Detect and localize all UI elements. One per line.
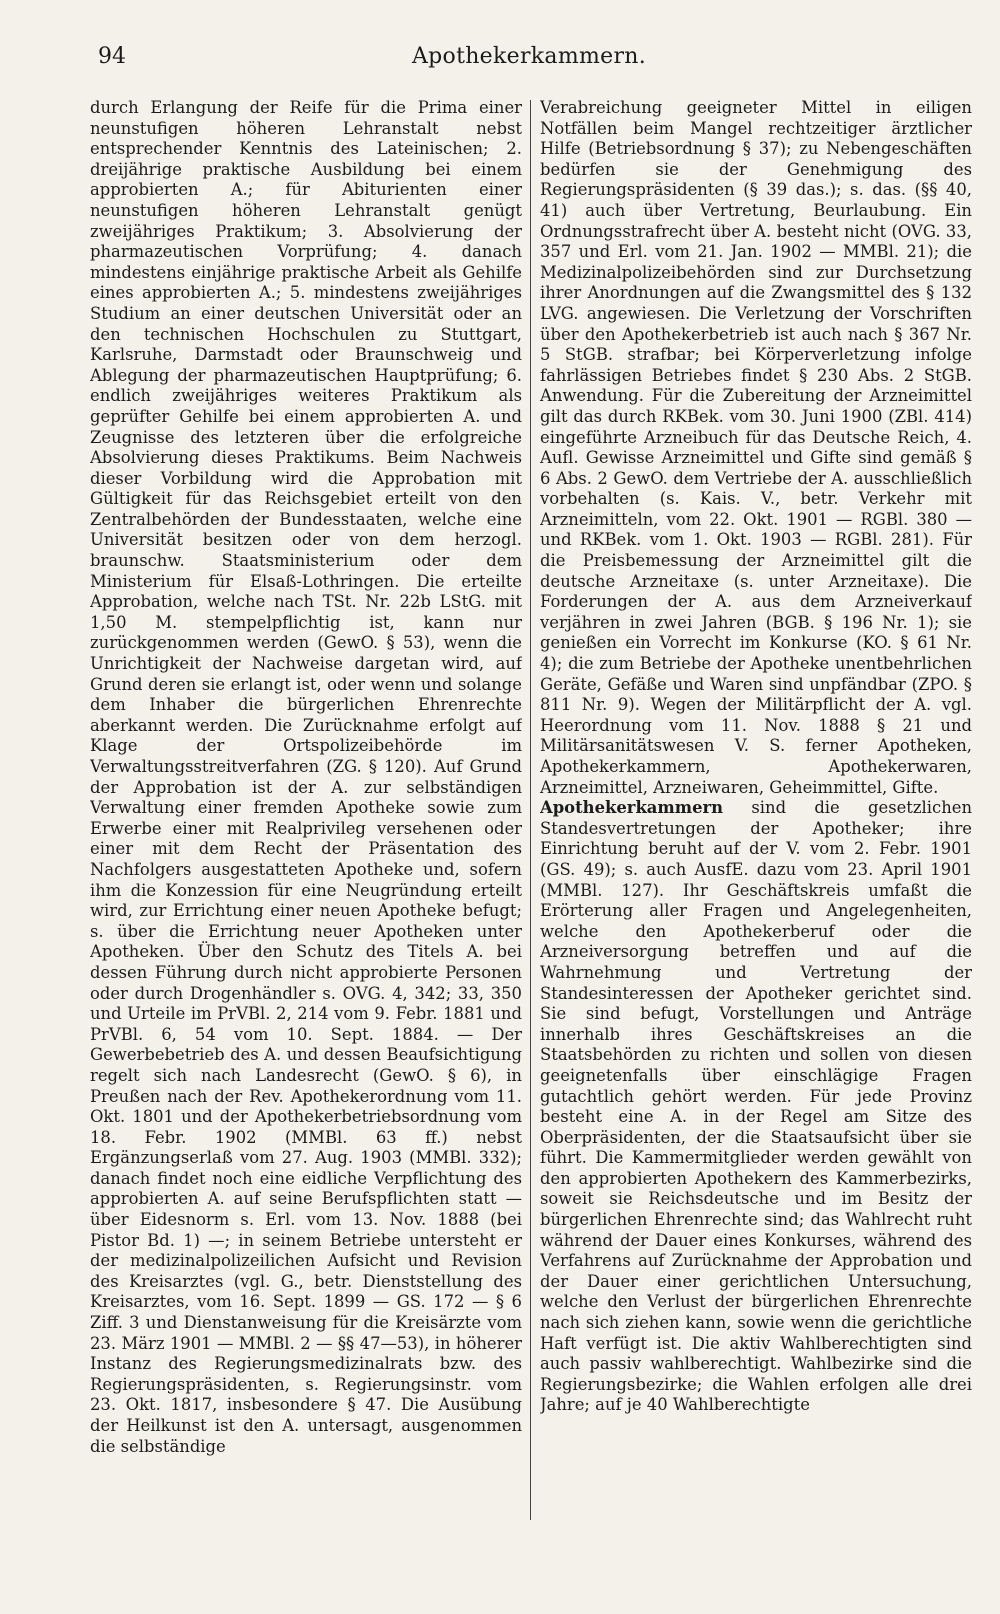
- right-column-text: Verabreichung geeigneter Mittel in eiligen Notfällen beim Mangel rechtzeitiger ärztlicher Hilfe (Betriebsordnung § 37); zu Nebengeschäften bedürfen sie der Genehmigung des Regierungspräsidenten (§ 39 das.); s. das. (§§ 40, 41) auch über Vertretung, Beurlaubung. Ein Ordnungsstrafrecht über A. besteht nicht (OVG. 33, 357 und Erl. vom 21. Jan. 1902 — MMBl. 21); die Medizinalpolizeibehörden sind zur Durchsetzung ihrer Anordnungen auf die Zwangsmittel des § 132 LVG. angewiesen. Die Verletzung der Vorschriften über den Apothekerbetrieb ist auch nach § 367 Nr. 5 StGB. strafbar; bei Körperverletzung infolge fahrlässigen Betriebes findet § 230 Abs. 2 StGB. Anwendung. Für die Zubereitung der Arzneimittel gilt das durch RKBek. vom 30. Juni 1900 (ZBl. 414) eingeführte Arzneibuch für das Deutsche Reich, 4. Aufl. Gewisse Arzneimittel und Gifte sind gemäß § 6 Abs. 2 GewO. dem Vertriebe der A. ausschließlich vorbehalten (s. Kais. V., betr. Verkehr mit Arzneimitteln, vom 22. Okt. 1901 — RGBl. 380 — und RKBek. vom 1. Okt. 1903 — RGBl. 281). Für die Preisbemessung der Arzneimittel gilt die deutsche Arzneitaxe (s. unter Arzneitaxe). Die Forderungen der A. aus dem Arzneiverkauf verjähren in zwei Jahren (BGB. § 196 Nr. 1); sie genießen ein Vorrecht im Konkurse (KO. § 61 Nr. 4); die zum Betriebe der Apotheke unentbehrlichen Geräte, Gefäße und Waren sind unpfändbar (ZPO. § 811 Nr. 9). Wegen der Militärpflicht der A. vgl. Heerordnung vom 11. Nov. 1888 § 21 und Militärsanitätswesen V. S. ferner Apotheken, Apothekerkammern, Apothekerwaren, Arzneimittel, Arzneiwaren, Geheimmittel, Gifte.: [540, 98, 972, 797]
- entry-text: sind die gesetzlichen Standesvertretungen der Apotheker; ihre Einrichtung beruht auf der V. vom 2. Febr. 1901 (GS. 49); s. auch AusfE. dazu vom 23. April 1901 (MMBl. 127). Ihr Geschäftskreis umfaßt die Erörterung aller Fragen und Angelegenheiten, welche den Apothekerberuf oder die Arzneiversorgung betreffen und auf die Wahrnehmung und Vertretung der Standesinteressen der Apotheker gerichtet sind. Sie sind befugt, Vorstellungen und Anträge innerhalb ihres Geschäftskreises an die Staatsbehörden zu richten und sollen von diesen geeignetenfalls über einschlägige Fragen gutachtlich gehört werden. Für jede Provinz besteht eine A. in der Regel am Sitze des Oberpräsidenten, der die Staatsaufsicht über sie führt. Die Kammermitglieder werden gewählt von den approbierten Apothekern des Kammerbezirks, soweit sie Reichsdeutsche und im Besitz der bürgerlichen Ehrenrechte sind; das Wahlrecht ruht während der Dauer eines Konkurses, während des Verfahrens auf Zurücknahme der Approbation und der Dauer einer gerichtlichen Untersuchung, welche den Verlust der bürgerlichen Ehrenrechte nach sich ziehen kann, sowie wenn die gerichtliche Haft verfügt ist. Die aktiv Wahlberechtigten sind auch passiv wahlberechtigt. Wahlbezirke sind die Regierungsbezirke; die Wahlen erfolgen alle drei Jahre; auf je 40 Wahlberechtigte: [540, 798, 972, 1415]
- column-divider: [530, 100, 531, 1520]
- left-column-text: durch Erlangung der Reife für die Prima einer neunstufigen höheren Lehranstalt nebst entsprechender Kenntnis des Lateinischen; 2. dreijährige praktische Ausbildung bei einem approbierten A.; für Abiturienten einer neunstufigen höheren Lehranstalt genügt zweijähriges Praktikum; 3. Absolvierung der pharmazeutischen Vorprüfung; 4. danach mindestens einjährige praktische Arbeit als Gehilfe eines approbierten A.; 5. mindestens zweijähriges Studium an einer deutschen Universität oder an den technischen Hochschulen zu Stuttgart, Karlsruhe, Darmstadt oder Braunschweig und Ablegung der pharmazeutischen Hauptprüfung; 6. endlich zweijähriges weiteres Praktikum als geprüfter Gehilfe bei einem approbierten A. und Zeugnisse des letzteren über die erfolgreiche Absolvierung dieses Praktikums. Beim Nachweis dieser Vorbildung wird die Approbation mit Gültigkeit für das Reichsgebiet erteilt von den Zentralbehörden der Bundesstaaten, welche eine Universität besitzen oder von dem herzogl. braunschw. Staatsministerium oder dem Ministerium für Elsaß-Lothringen. Die erteilte Approbation, welche nach TSt. Nr. 22b LStG. mit 1,50 M. stempelpflichtig ist, kann nur zurückgenommen werden (GewO. § 53), wenn die Unrichtigkeit der Nachweise dargetan wird, auf Grund deren sie erlangt ist, oder wenn und solange dem Inhaber die bürgerlichen Ehrenrechte aberkannt werden. Die Zurücknahme erfolgt auf Klage der Ortspolizeibehörde im Verwaltungsstreitverfahren (ZG. § 120). Auf Grund der Approbation ist der A. zur selbständigen Verwaltung einer fremden Apotheke sowie zum Erwerbe einer mit Realprivileg versehenen oder einer mit dem Recht der Präsentation des Nachfolgers ausgestatteten Apotheke und, sofern ihm die Konzession für eine Neugründung erteilt wird, zur Errichtung einer neuen Apotheke befugt; s. über die Errichtung neuer Apotheken unter Apotheken. Über den Schutz des Titels A. bei dessen Führung durch nicht approbierte Personen oder durch Drogenhändler s. OVG. 4, 342; 33, 350 und Urteile im PrVBl. 2, 214 vom 9. Febr. 1881 und PrVBl. 6, 54 vom 10. Sept. 1884. — Der Gewerbebetrieb des A. und dessen Beaufsichtigung regelt sich nach Landesrecht (GewO. § 6), in Preußen nach der Rev. Apothekerordnung vom 11. Okt. 1801 und der Apothekerbetriebsordnung vom 18. Febr. 1902 (MMBl. 63 ff.) nebst Ergänzungserlaß vom 27. Aug. 1903 (MMBl. 332); danach findet noch eine eidliche Verpflichtung des approbierten A. auf seine Berufspflichten statt — über Eidesnorm s. Erl. vom 13. Nov. 1888 (bei Pistor Bd. 1) —; in seinem Betriebe untersteht er der medizinalpolizeilichen Aufsicht und Revision des Kreisarztes (vgl. G., betr. Dienststellung des Kreisarztes, vom 16. Sept. 1899 — GS. 172 — § 6 Ziff. 3 und Dienstanweisung für die Kreisärzte vom 23. März 1901 — MMBl. 2 — §§ 47—53), in höherer Instanz des Regierungsmedizinalrats bzw. des Regierungspräsidenten, s. Regierungsinstr. vom 23. Okt. 1817, insbesondere § 47. Die Ausübung der Heilkunst ist den A. untersagt, ausgenommen die selbständige: [90, 98, 522, 1456]
- right-column: [540, 98, 972, 1598]
- page-header: [98, 44, 960, 84]
- entry-apothekerkammern: [540, 798, 972, 1416]
- running-head: Apothekerkammern.: [411, 44, 647, 69]
- left-column: [90, 98, 522, 1598]
- page-number: 94: [98, 44, 126, 69]
- entry-heading: Apothekerkammern: [540, 798, 724, 818]
